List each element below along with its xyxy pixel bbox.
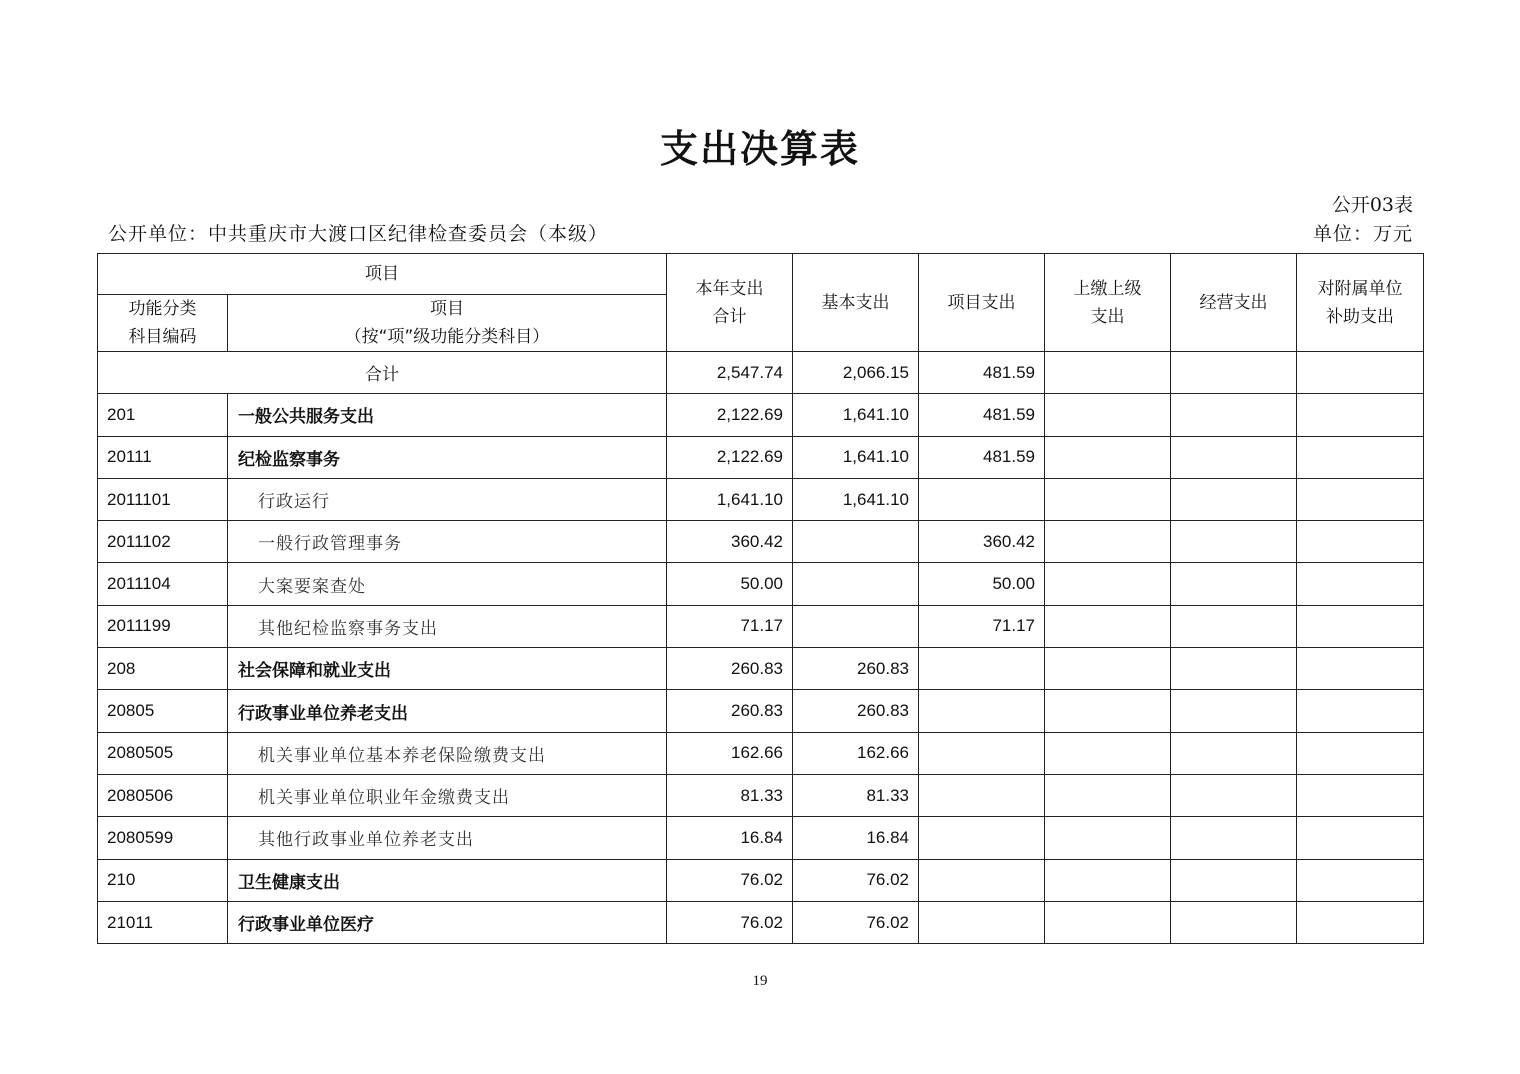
row-total: 81.33 bbox=[667, 774, 793, 816]
row-basic: 1,641.10 bbox=[793, 436, 919, 478]
table-row bbox=[98, 521, 1424, 563]
row-basic: 162.66 bbox=[793, 732, 919, 774]
row-superior bbox=[1045, 394, 1171, 436]
total-label: 合计 bbox=[98, 352, 667, 394]
row-total: 76.02 bbox=[667, 901, 793, 943]
row-subsidiary bbox=[1297, 859, 1424, 901]
row-basic bbox=[793, 563, 919, 605]
page-number: 19 bbox=[752, 973, 768, 989]
row-basic: 76.02 bbox=[793, 901, 919, 943]
row-basic: 76.02 bbox=[793, 859, 919, 901]
row-name: 行政运行 bbox=[228, 478, 667, 520]
row-code: 2011101 bbox=[98, 478, 228, 520]
currency-unit: 单位：万元 bbox=[1312, 223, 1413, 245]
row-business bbox=[1171, 817, 1297, 859]
total-business bbox=[1171, 352, 1297, 394]
table-row bbox=[98, 563, 1424, 605]
row-code: 208 bbox=[98, 648, 228, 690]
row-name: 机关事业单位基本养老保险缴费支出 bbox=[228, 732, 667, 774]
header-subsidiary bbox=[1297, 254, 1424, 352]
row-code: 20805 bbox=[98, 690, 228, 732]
row-business bbox=[1171, 690, 1297, 732]
total-subsidiary bbox=[1297, 352, 1424, 394]
row-business bbox=[1171, 732, 1297, 774]
header-superior-line1: 上缴上级 bbox=[1073, 278, 1142, 299]
form-number: 公开03表 bbox=[1331, 194, 1413, 216]
page-title: 支出决算表 bbox=[659, 127, 860, 171]
row-project bbox=[919, 774, 1045, 816]
row-name: 纪检监察事务 bbox=[228, 436, 667, 478]
header-project: 项目 bbox=[98, 254, 667, 295]
total-basic: 2,066.15 bbox=[793, 352, 919, 394]
row-subsidiary bbox=[1297, 901, 1424, 943]
row-project bbox=[919, 732, 1045, 774]
header-total-line1: 本年支出 bbox=[695, 278, 764, 299]
row-superior bbox=[1045, 732, 1171, 774]
row-business bbox=[1171, 648, 1297, 690]
row-code: 2011199 bbox=[98, 605, 228, 647]
table-row bbox=[98, 478, 1424, 520]
row-project: 50.00 bbox=[919, 563, 1045, 605]
row-subsidiary bbox=[1297, 478, 1424, 520]
row-subsidiary bbox=[1297, 394, 1424, 436]
row-name: 其他纪检监察事务支出 bbox=[228, 605, 667, 647]
row-superior bbox=[1045, 436, 1171, 478]
header-func-code bbox=[98, 295, 228, 352]
row-superior bbox=[1045, 901, 1171, 943]
table-row bbox=[98, 901, 1424, 943]
row-subsidiary bbox=[1297, 563, 1424, 605]
row-superior bbox=[1045, 478, 1171, 520]
row-superior bbox=[1045, 774, 1171, 816]
row-subsidiary bbox=[1297, 817, 1424, 859]
row-basic: 81.33 bbox=[793, 774, 919, 816]
row-business bbox=[1171, 478, 1297, 520]
row-code: 201 bbox=[98, 394, 228, 436]
row-superior bbox=[1045, 690, 1171, 732]
row-name: 行政事业单位医疗 bbox=[228, 901, 667, 943]
row-business bbox=[1171, 859, 1297, 901]
row-project bbox=[919, 817, 1045, 859]
row-name: 一般公共服务支出 bbox=[228, 394, 667, 436]
row-business bbox=[1171, 774, 1297, 816]
total-amount: 2,547.74 bbox=[667, 352, 793, 394]
table-row bbox=[98, 394, 1424, 436]
row-basic: 260.83 bbox=[793, 690, 919, 732]
table-row bbox=[98, 436, 1424, 478]
row-project bbox=[919, 478, 1045, 520]
row-code: 21011 bbox=[98, 901, 228, 943]
row-business bbox=[1171, 521, 1297, 563]
row-subsidiary bbox=[1297, 648, 1424, 690]
row-total: 1,641.10 bbox=[667, 478, 793, 520]
row-superior bbox=[1045, 648, 1171, 690]
row-superior bbox=[1045, 859, 1171, 901]
row-total: 16.84 bbox=[667, 817, 793, 859]
row-project: 360.42 bbox=[919, 521, 1045, 563]
row-subsidiary bbox=[1297, 521, 1424, 563]
row-business bbox=[1171, 901, 1297, 943]
row-name: 社会保障和就业支出 bbox=[228, 648, 667, 690]
row-name: 行政事业单位养老支出 bbox=[228, 690, 667, 732]
row-total: 360.42 bbox=[667, 521, 793, 563]
reporting-organization: 公开单位：中共重庆市大渡口区纪律检查委员会（本级） bbox=[108, 223, 609, 245]
table-row bbox=[98, 690, 1424, 732]
row-project: 481.59 bbox=[919, 394, 1045, 436]
table-row bbox=[98, 732, 1424, 774]
header-total-line2: 合计 bbox=[712, 306, 747, 327]
row-superior bbox=[1045, 563, 1171, 605]
row-basic: 16.84 bbox=[793, 817, 919, 859]
header-project-expense: 项目支出 bbox=[919, 254, 1045, 352]
row-code: 2080505 bbox=[98, 732, 228, 774]
table-row bbox=[98, 774, 1424, 816]
row-name: 卫生健康支出 bbox=[228, 859, 667, 901]
row-code: 2011102 bbox=[98, 521, 228, 563]
header-superior bbox=[1045, 254, 1171, 352]
row-total: 162.66 bbox=[667, 732, 793, 774]
header-total bbox=[667, 254, 793, 352]
row-superior bbox=[1045, 817, 1171, 859]
row-total: 260.83 bbox=[667, 690, 793, 732]
table-row bbox=[98, 648, 1424, 690]
row-subsidiary bbox=[1297, 690, 1424, 732]
row-name: 大案要案查处 bbox=[228, 563, 667, 605]
table-row bbox=[98, 817, 1424, 859]
expenditure-table bbox=[97, 253, 1424, 944]
row-code: 210 bbox=[98, 859, 228, 901]
row-business bbox=[1171, 605, 1297, 647]
row-code: 2080506 bbox=[98, 774, 228, 816]
row-business bbox=[1171, 394, 1297, 436]
row-basic: 1,641.10 bbox=[793, 394, 919, 436]
row-project bbox=[919, 690, 1045, 732]
total-row bbox=[98, 352, 1424, 394]
row-total: 71.17 bbox=[667, 605, 793, 647]
row-superior bbox=[1045, 521, 1171, 563]
row-business bbox=[1171, 436, 1297, 478]
row-subsidiary bbox=[1297, 605, 1424, 647]
header-func-code-line2: 科目编码 bbox=[128, 327, 197, 347]
header-item-name bbox=[228, 295, 667, 352]
row-total: 50.00 bbox=[667, 563, 793, 605]
row-name: 其他行政事业单位养老支出 bbox=[228, 817, 667, 859]
header-item-name-line2: （按“项”级功能分类科目） bbox=[344, 327, 550, 347]
row-subsidiary bbox=[1297, 436, 1424, 478]
row-subsidiary bbox=[1297, 774, 1424, 816]
row-subsidiary bbox=[1297, 732, 1424, 774]
header-business: 经营支出 bbox=[1171, 254, 1297, 352]
row-project: 71.17 bbox=[919, 605, 1045, 647]
row-total: 2,122.69 bbox=[667, 394, 793, 436]
row-code: 2011104 bbox=[98, 563, 228, 605]
table-row bbox=[98, 859, 1424, 901]
row-basic: 1,641.10 bbox=[793, 478, 919, 520]
row-business bbox=[1171, 563, 1297, 605]
row-project bbox=[919, 859, 1045, 901]
header-basic: 基本支出 bbox=[793, 254, 919, 352]
row-code: 20111 bbox=[98, 436, 228, 478]
row-name: 机关事业单位职业年金缴费支出 bbox=[228, 774, 667, 816]
row-total: 2,122.69 bbox=[667, 436, 793, 478]
total-superior bbox=[1045, 352, 1171, 394]
header-superior-line2: 支出 bbox=[1090, 306, 1125, 327]
header-subsidiary-line1: 对附属单位 bbox=[1317, 278, 1403, 299]
row-basic: 260.83 bbox=[793, 648, 919, 690]
total-project: 481.59 bbox=[919, 352, 1045, 394]
row-project bbox=[919, 648, 1045, 690]
row-basic bbox=[793, 605, 919, 647]
row-project bbox=[919, 901, 1045, 943]
row-total: 260.83 bbox=[667, 648, 793, 690]
header-item-name-line1: 项目 bbox=[430, 299, 464, 319]
row-name: 一般行政管理事务 bbox=[228, 521, 667, 563]
row-superior bbox=[1045, 605, 1171, 647]
row-project: 481.59 bbox=[919, 436, 1045, 478]
header-subsidiary-line2: 补助支出 bbox=[1326, 306, 1394, 327]
row-code: 2080599 bbox=[98, 817, 228, 859]
table-row bbox=[98, 605, 1424, 647]
row-total: 76.02 bbox=[667, 859, 793, 901]
row-basic bbox=[793, 521, 919, 563]
header-func-code-line1: 功能分类 bbox=[128, 299, 197, 319]
